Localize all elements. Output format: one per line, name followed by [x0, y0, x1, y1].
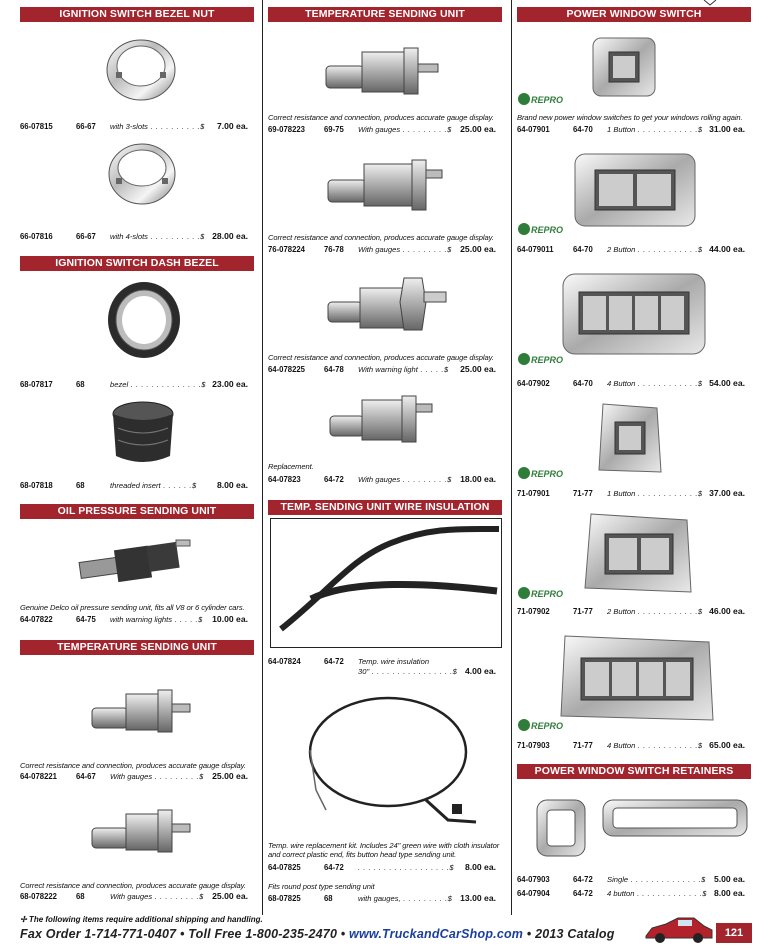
column-2	[268, 0, 504, 915]
part-number: 64-079011	[517, 244, 554, 254]
years: 64-70	[573, 378, 593, 388]
years: 64-75	[76, 614, 96, 624]
product-row	[20, 121, 256, 132]
temp-sending-description-4: Replacement.	[268, 462, 314, 471]
price: 44.00 ea.	[709, 244, 745, 254]
product-row	[517, 606, 753, 617]
round-post-description: Fits round post type sending unit	[268, 882, 375, 891]
product-row	[268, 893, 504, 904]
product-row	[268, 124, 504, 135]
product-row	[268, 474, 504, 485]
product-row	[517, 888, 753, 899]
price: 25.00 ea.	[212, 891, 248, 901]
price: 37.00 ea.	[709, 488, 745, 498]
window-switch-4-button-image	[559, 634, 715, 724]
part-number: 64-07825	[268, 862, 301, 872]
section-header-wire-insulation: TEMP. SENDING UNIT WIRE INSULATION	[268, 500, 502, 515]
price: 46.00 ea.	[709, 606, 745, 616]
product-row	[20, 231, 256, 242]
item-desc: threaded insert . . . . . .$	[110, 481, 197, 490]
window-switch-2-button-image	[573, 152, 697, 228]
product-row	[20, 480, 256, 491]
svg-text:REPRO: REPRO	[531, 225, 564, 235]
years: 71-77	[573, 606, 593, 616]
price: 8.00 ea.	[713, 888, 745, 898]
item-desc: . . . . . . . . . . . . . . . . . .$	[358, 863, 455, 872]
temp-sending-description-2: Correct resistance and connection, produces accurate gauge display.	[268, 233, 494, 242]
price: 4.00 ea.	[464, 666, 496, 676]
item-desc: With gauges . . . . . . . . .$	[358, 475, 452, 484]
separator: •	[523, 927, 536, 941]
classic-car-icon	[644, 914, 714, 944]
section-header-oil-pressure: OIL PRESSURE SENDING UNIT	[20, 504, 254, 519]
section-header-power-window: POWER WINDOW SWITCH	[517, 7, 751, 22]
part-number: 64-07903	[517, 874, 550, 884]
part-number: 64-07904	[517, 888, 550, 898]
item-desc: With gauges . . . . . . . . .$	[110, 892, 204, 901]
part-number: 64-07823	[268, 474, 301, 484]
years: 71-77	[573, 488, 593, 498]
price: 25.00 ea.	[212, 771, 248, 781]
repro-logo	[517, 586, 567, 600]
item-desc: with 3-slots . . . . . . . . . .$	[110, 122, 205, 131]
part-number: 64-07902	[517, 378, 550, 388]
part-number: 66-07815	[20, 121, 53, 131]
years: 76-78	[324, 244, 344, 254]
wire-insulation-image	[271, 519, 500, 646]
years: 64-78	[324, 364, 344, 374]
column-divider	[262, 0, 263, 915]
temp-sender-image	[328, 384, 438, 448]
temp-sender-image	[90, 680, 200, 740]
price: 18.00 ea.	[460, 474, 496, 484]
oil-pressure-sender-image	[70, 530, 210, 590]
item-desc: 4 Button . . . . . . . . . . . .$	[607, 741, 703, 750]
window-switch-1-button-image	[591, 36, 657, 98]
item-desc: 4 Button . . . . . . . . . . . .$	[607, 379, 703, 388]
years: 64-70	[573, 244, 593, 254]
temp-sending-description-1: Correct resistance and connection, produces accurate gauge display.	[268, 113, 494, 122]
price: 13.00 ea.	[460, 893, 496, 903]
price: 8.00 ea.	[464, 862, 496, 872]
item-desc: 1 Button . . . . . . . . . . . .$	[607, 489, 703, 498]
product-row	[20, 891, 256, 902]
part-number: 68-07825	[268, 893, 301, 903]
price: 23.00 ea.	[212, 379, 248, 389]
item-desc: With gauges . . . . . . . . .$	[358, 125, 452, 134]
footer-contact-bar	[20, 927, 615, 941]
part-number: 76-078224	[268, 244, 305, 254]
price: 10.00 ea.	[212, 614, 248, 624]
part-number: 68-07818	[20, 480, 53, 490]
repro-logo	[517, 466, 567, 480]
oil-pressure-description: Genuine Delco oil pressure sending unit, fits all V8 or 6 cylinder cars.	[20, 603, 245, 612]
price: 5.00 ea.	[713, 874, 745, 884]
separator: •	[337, 927, 350, 941]
item-desc: with 4-slots . . . . . . . . . .$	[110, 232, 205, 241]
part-number: 71-07903	[517, 740, 550, 750]
product-row-continued	[268, 666, 504, 677]
part-number: 64-07824	[268, 656, 301, 666]
bezel-nut-4slot-image	[104, 138, 180, 210]
years: 64-72	[324, 862, 344, 872]
svg-text:REPRO: REPRO	[531, 95, 564, 105]
product-row	[517, 124, 753, 135]
bezel-nut-3slot-image	[102, 36, 180, 108]
window-switch-2-button-image	[583, 512, 693, 596]
temp-sending-description-3: Correct resistance and connection, produces accurate gauge display.	[268, 353, 494, 362]
window-switch-1-button-image	[597, 402, 663, 476]
years: 68	[76, 480, 85, 490]
years: 66-67	[76, 231, 96, 241]
years: 64-72	[573, 874, 593, 884]
repro-logo	[517, 92, 567, 106]
years: 68	[76, 891, 85, 901]
svg-text:REPRO: REPRO	[531, 469, 564, 479]
temp-sending-description-1: Correct resistance and connection, produces accurate gauge display.	[20, 761, 246, 770]
item-desc: Temp. wire insulation	[358, 657, 430, 666]
product-row	[517, 740, 753, 751]
item-desc: with gauges, . . . . . . . . .$	[358, 894, 453, 903]
svg-text:REPRO: REPRO	[531, 721, 564, 731]
price: 25.00 ea.	[460, 124, 496, 134]
price: 25.00 ea.	[460, 364, 496, 374]
price: 8.00 ea.	[216, 480, 248, 490]
wire-kit-description: Temp. wire replacement kit. Includes 24" green wire with cloth insulator and correct plastic end, fits button head type sending unit.	[268, 841, 500, 859]
window-switch-4-button-image	[561, 272, 707, 356]
svg-text:REPRO: REPRO	[531, 355, 564, 365]
product-row	[20, 614, 256, 625]
separator: •	[176, 927, 189, 941]
svg-text:REPRO: REPRO	[531, 589, 564, 599]
section-header-retainers: POWER WINDOW SWITCH RETAINERS	[517, 764, 751, 779]
temp-sender-image	[324, 40, 444, 100]
item-desc: With gauges . . . . . . . . .$	[110, 772, 204, 781]
item-desc: 2 Button . . . . . . . . . . . .$	[607, 607, 703, 616]
item-desc: Single . . . . . . . . . . . . . .$	[607, 875, 706, 884]
item-desc: With warning light . . . . .$	[358, 365, 449, 374]
dash-bezel-image	[106, 280, 182, 360]
repro-logo	[517, 352, 567, 366]
part-number: 69-078223	[268, 124, 305, 134]
part-number: 68-07817	[20, 379, 53, 389]
product-row	[20, 379, 256, 390]
price: 65.00 ea.	[709, 740, 745, 750]
price: 31.00 ea.	[709, 124, 745, 134]
price: 54.00 ea.	[709, 378, 745, 388]
repro-logo	[517, 718, 567, 732]
section-header-ignition-dash-bezel: IGNITION SWITCH DASH BEZEL	[20, 256, 254, 271]
page-number: 121	[716, 923, 752, 943]
column-1	[20, 0, 256, 915]
years: 68	[76, 379, 85, 389]
fax-order: Fax Order 1-714-771-0407	[20, 927, 177, 941]
years: 71-77	[573, 740, 593, 750]
shipping-note: ✢ The following items require additional shipping and handling.	[20, 915, 263, 924]
years: 64-72	[324, 474, 344, 484]
section-header-ignition-bezel-nut: IGNITION SWITCH BEZEL NUT	[20, 7, 254, 22]
temp-sending-description-2: Correct resistance and connection, produces accurate gauge display.	[20, 881, 246, 890]
part-number: 64-078221	[20, 771, 57, 781]
item-desc: 30" . . . . . . . . . . . . . . . .$	[358, 667, 458, 676]
part-number: 68-078222	[20, 891, 57, 901]
toll-free: Toll Free 1-800-235-2470	[188, 927, 338, 941]
product-row	[517, 378, 753, 389]
part-number: 64-07901	[517, 124, 550, 134]
wire-insulation-image-frame	[270, 518, 502, 648]
website-link[interactable]: www.TruckandCarShop.com	[349, 927, 524, 941]
product-row	[268, 364, 504, 375]
years: 64-70	[573, 124, 593, 134]
power-window-description: Brand new power window switches to get your windows rolling again.	[517, 113, 743, 122]
item-desc: 1 Button . . . . . . . . . . . .$	[607, 125, 703, 134]
product-row	[20, 771, 256, 782]
part-number: 66-07816	[20, 231, 53, 241]
years: 66-67	[76, 121, 96, 131]
retainer-4-button-image	[601, 798, 749, 838]
temp-sender-image	[326, 152, 446, 214]
years: 64-67	[76, 771, 96, 781]
column-divider	[511, 0, 512, 915]
product-row	[517, 244, 753, 255]
product-row	[517, 488, 753, 499]
part-number: 64-078225	[268, 364, 305, 374]
price: 28.00 ea.	[212, 231, 248, 241]
threaded-insert-image	[108, 398, 178, 470]
item-desc: With gauges . . . . . . . . .$	[358, 245, 452, 254]
section-header-temp-sending: TEMPERATURE SENDING UNIT	[20, 640, 254, 655]
price: 25.00 ea.	[460, 244, 496, 254]
part-number: 71-07901	[517, 488, 550, 498]
product-row	[268, 862, 504, 873]
years: 64-72	[324, 656, 344, 666]
price: 7.00 ea.	[216, 121, 248, 131]
item-desc: 4 button . . . . . . . . . . . . .$	[607, 889, 708, 898]
repro-logo	[517, 222, 567, 236]
product-row	[517, 874, 753, 885]
temp-sender-image	[90, 800, 200, 860]
item-desc: with warning lights . . . . .$	[110, 615, 203, 624]
item-desc: bezel . . . . . . . . . . . . . .$	[110, 380, 206, 389]
part-number: 71-07902	[517, 606, 550, 616]
temp-sender-warning-image	[326, 272, 456, 338]
years: 68	[324, 893, 333, 903]
item-desc: 2 Button . . . . . . . . . . . .$	[607, 245, 703, 254]
product-row	[268, 244, 504, 255]
retainer-single-image	[535, 798, 587, 858]
part-number: 64-07822	[20, 614, 53, 624]
wire-kit-image	[286, 690, 486, 830]
section-header-temp-sending: TEMPERATURE SENDING UNIT	[268, 7, 502, 22]
catalog-year: 2013 Catalog	[535, 927, 615, 941]
column-3	[517, 0, 753, 915]
years: 64-72	[573, 888, 593, 898]
years: 69-75	[324, 124, 344, 134]
crop-mark-icon	[700, 0, 720, 6]
